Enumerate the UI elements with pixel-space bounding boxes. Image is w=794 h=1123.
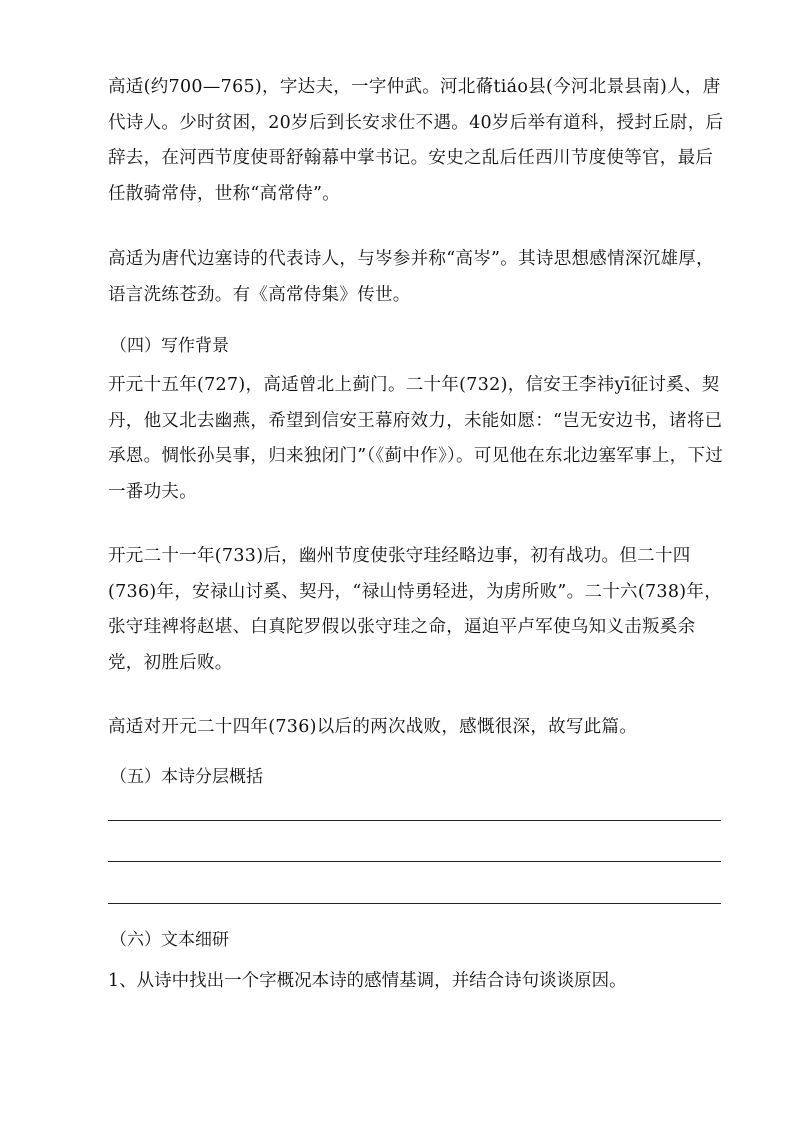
answer-line-1 xyxy=(108,820,721,821)
answer-line-2 xyxy=(108,861,721,862)
background-paragraph-2 xyxy=(108,539,728,681)
background-paragraph-2-text: 开元二十一年(733)后，幽州节度使张守珪经略边事，初有战功。但二十四(736)年，安禄山讨奚、契丹，“禄山恃勇轻进，为虏所败”。二十六(738)年，张守珪裨将赵堪、白真陀罗假以张守珪之命，逼迫平卢军使乌知义击叛奚余党，初胜后败。 xyxy=(108,546,723,673)
question-1: 1、从诗中找出一个字概况本诗的感情基调，并结合诗句谈谈原因。 xyxy=(108,971,627,991)
bio-paragraph-1-text: 高适(约700—765)，字达夫，一字仲武。河北蓨tiáo县(今河北景县南)人，唐代诗人。少时贫困，20岁后到长安求仕不遇。40岁后举有道科，授封丘尉，后辞去，在河西节度使哥舒翰幕中掌书记。安史之乱后任西川节度使等官，最后任散骑常侍，世称“高常侍”。 xyxy=(108,77,724,204)
bio-paragraph-1 xyxy=(108,70,728,212)
answer-line-3 xyxy=(108,903,721,904)
background-paragraph-3-text: 高适对开元二十四年(736)以后的两次战败，感慨很深，故写此篇。 xyxy=(108,717,638,737)
section-heading-summary: （五）本诗分层概括 xyxy=(110,767,263,787)
background-paragraph-1-text: 开元十五年(727)，高适曾北上蓟门。二十年(732)，信安王李祎yī征讨奚、契丹，他又北去幽燕，希望到信安王幕府效力，未能如愿：“岂无安边书，诸将已承恩。惆怅孙吴事，归来独闭门”（《蓟中作》）。可见他在东北边塞军事上，下过一番功夫。 xyxy=(108,375,724,502)
bio-paragraph-2 xyxy=(108,242,728,313)
section-heading-background: （四）写作背景 xyxy=(110,336,229,356)
bio-paragraph-2-text: 高适为唐代边塞诗的代表诗人，与岑参并称“高岑”。其诗思想感情深沉雄厚，语言洗练苍劲。有《高常侍集》传世。 xyxy=(108,249,714,305)
background-paragraph-1 xyxy=(108,368,728,510)
section-heading-study: （六）文本细研 xyxy=(110,930,229,950)
background-paragraph-3 xyxy=(108,710,728,746)
